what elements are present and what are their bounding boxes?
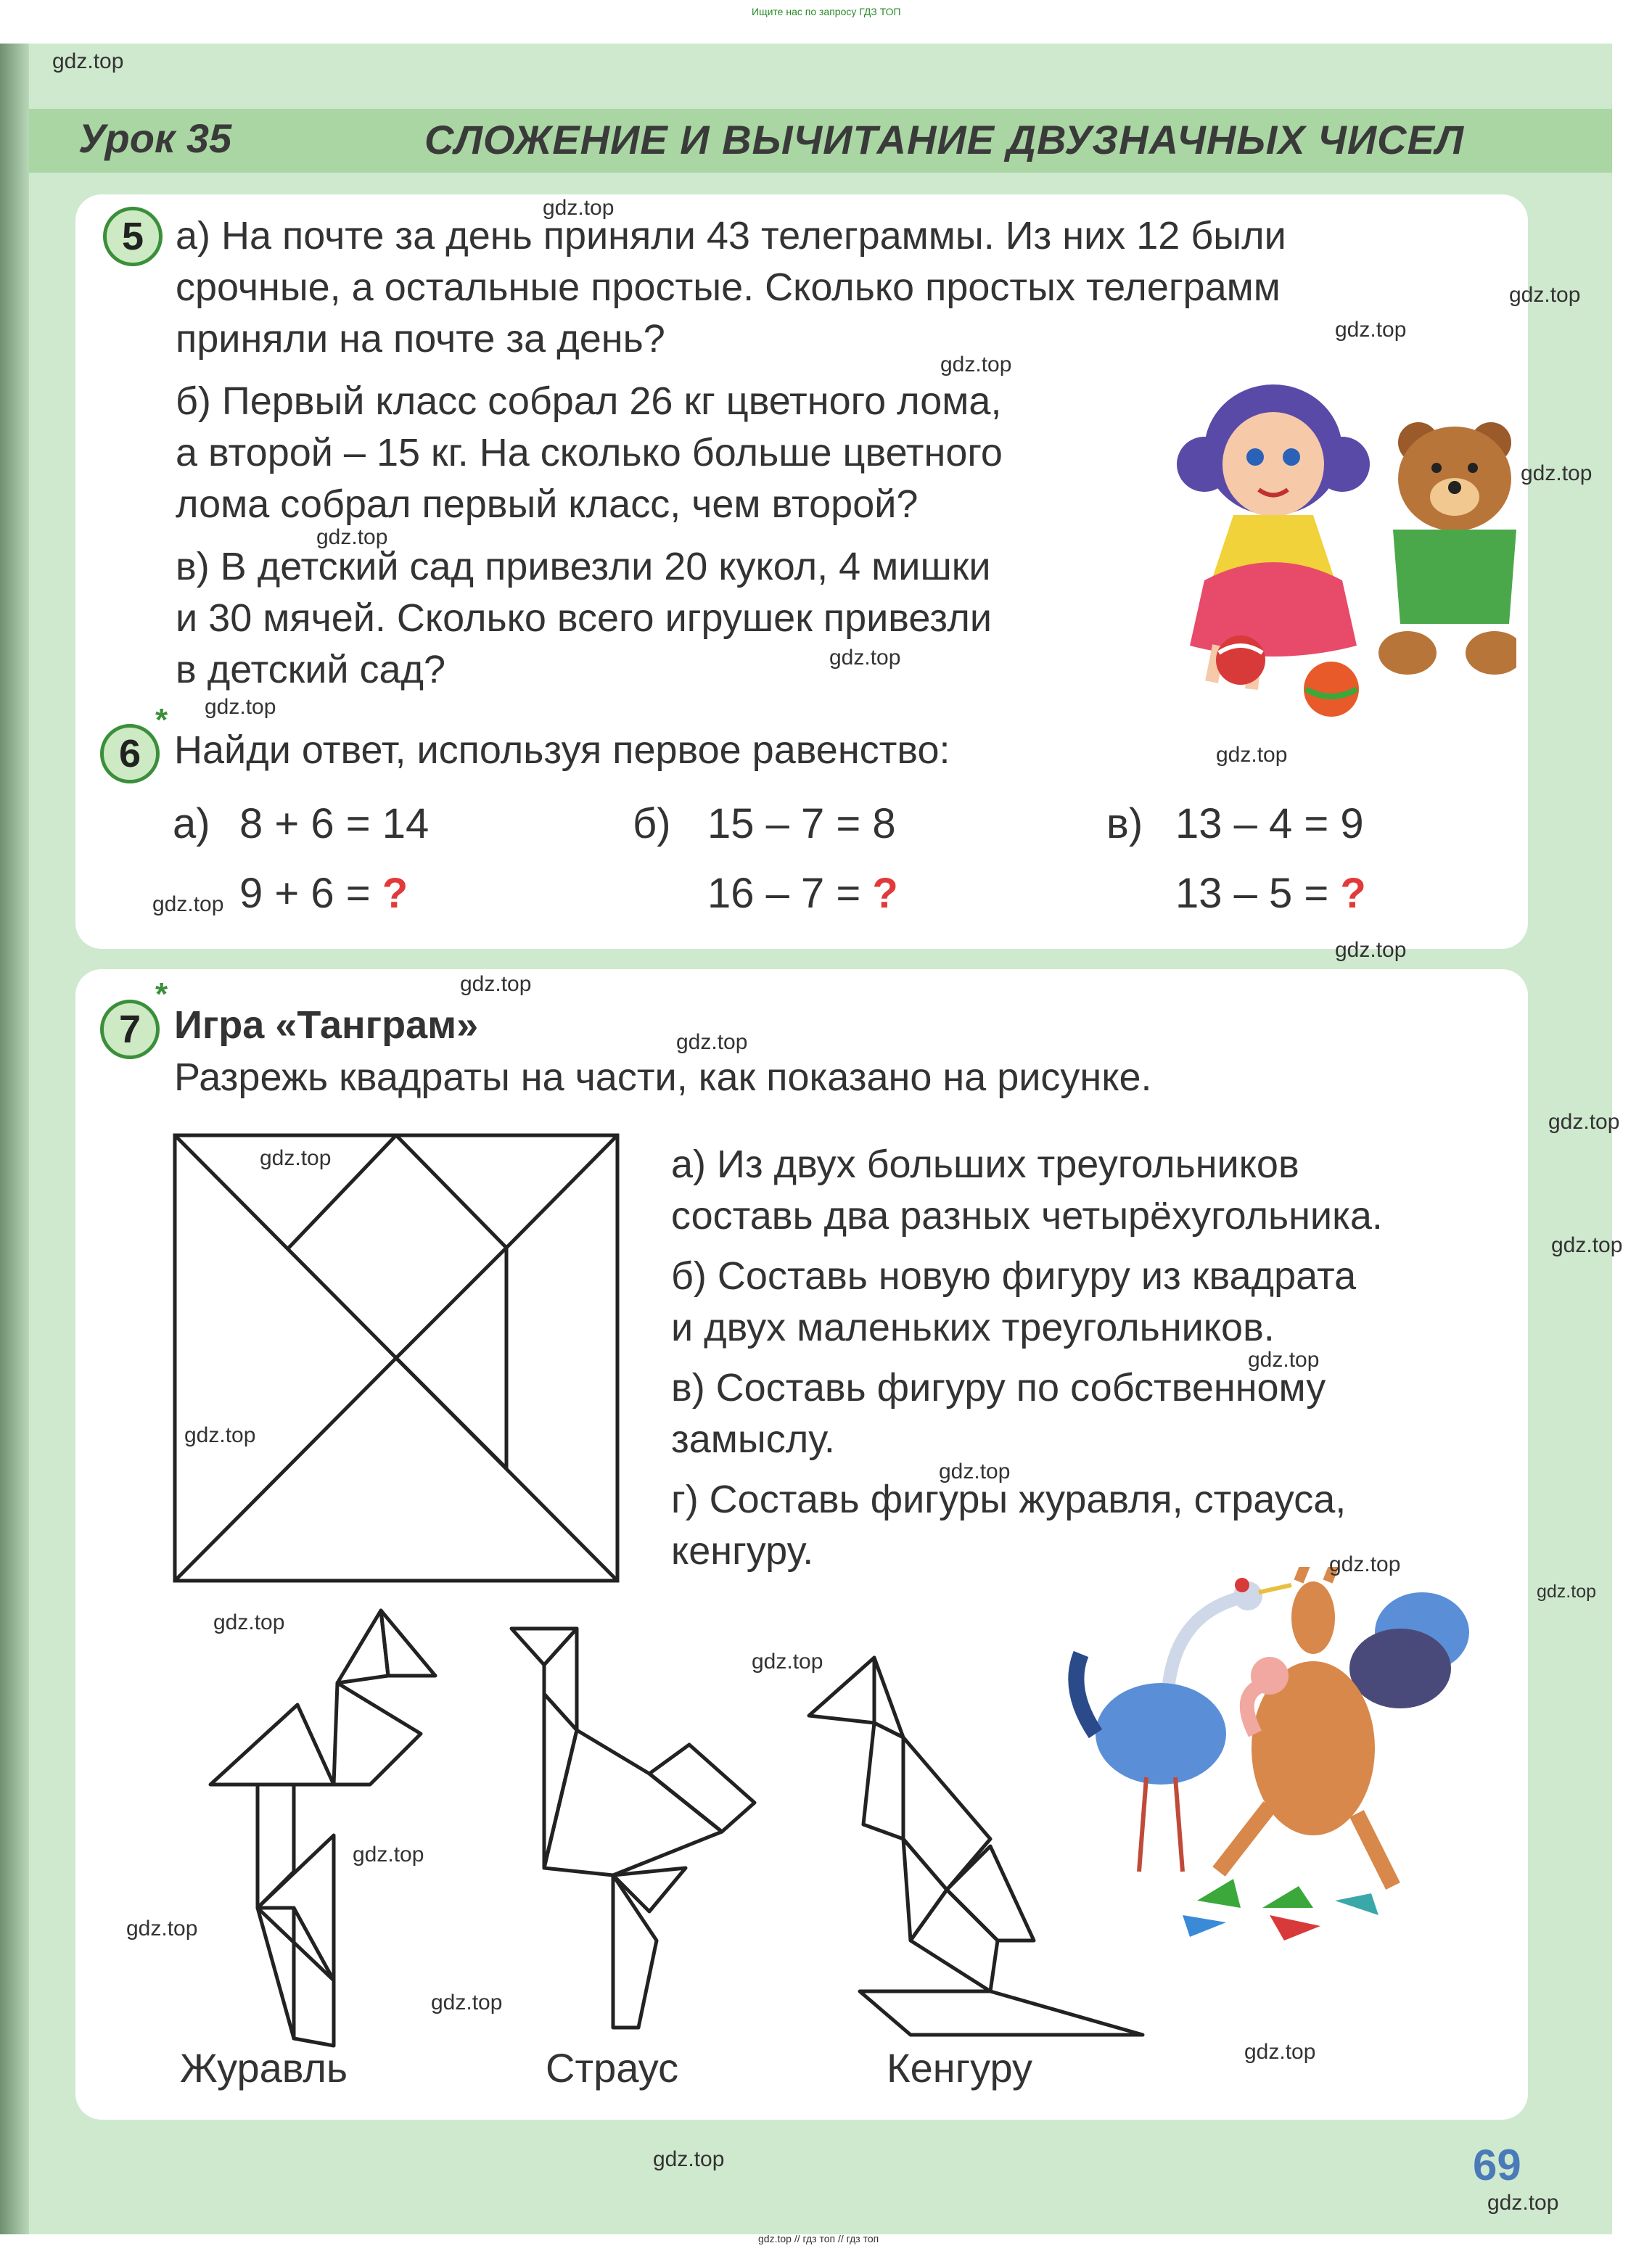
task-6b-label: б)	[633, 800, 671, 847]
watermark: gdz.top	[1244, 2040, 1316, 2064]
watermark: gdz.top	[1551, 1233, 1623, 1257]
watermark: gdz.top	[829, 646, 901, 670]
watermark: gdz.top	[543, 196, 615, 220]
lesson-topic: СЛОЖЕНИЕ И ВЫЧИТАНИЕ ДВУЗНАЧНЫХ ЧИСЕЛ	[424, 117, 1465, 162]
task-7-line-5: в) Составь фигуру по собственному	[671, 1366, 1326, 1410]
lesson-number: Урок 35	[78, 115, 232, 161]
tangram-square	[173, 1133, 620, 1583]
label-kangaroo: Кенгуру	[887, 2045, 1033, 2091]
task-6-prompt: Найди ответ, используя первое равенство:	[174, 728, 950, 772]
task-7-line-1: а) Из двух больших треугольников	[671, 1143, 1299, 1186]
task-6b-eq1: 15 – 7 = 8	[707, 800, 896, 847]
task-7-line-3: б) Составь новую фигуру из квадрата	[671, 1254, 1357, 1298]
watermark: gdz.top	[939, 1460, 1011, 1483]
question-mark: ?	[1340, 870, 1366, 917]
watermark: gdz.top	[260, 1146, 332, 1170]
doll-and-bear-illustration	[1175, 363, 1516, 725]
task-5-badge: 5	[103, 207, 163, 266]
task-6c-label: в)	[1106, 800, 1143, 847]
task-6-badge: 6	[100, 724, 160, 783]
tangram-ostrich	[504, 1621, 765, 2035]
task-7-title: Игра «Танграм»	[174, 1003, 479, 1047]
watermark: gdz.top	[1335, 938, 1407, 962]
watermark: gdz.top	[52, 49, 124, 73]
watermark: gdz.top	[152, 892, 224, 916]
watermark: gdz.top	[1487, 2191, 1559, 2215]
task-5b-line-2: а второй – 15 кг. На сколько больше цветного	[176, 431, 1003, 474]
task-7-subtitle: Разрежь квадраты на части, как показано на рисунке.	[174, 1055, 1152, 1099]
watermark: gdz.top	[1248, 1348, 1320, 1372]
task-5b-line-1: б) Первый класс собрал 26 кг цветного лома,	[176, 379, 1002, 423]
task-7-line-7: г) Составь фигуры журавля, страуса,	[671, 1478, 1347, 1521]
watermark: gdz.top	[1509, 283, 1581, 307]
task-5a-line-3: приняли на почте за день?	[176, 317, 665, 361]
watermark: gdz.top	[1537, 1581, 1597, 1602]
watermark: gdz.top	[752, 1650, 823, 1674]
task-5a-line-2: срочные, а остальные простые. Сколько простых телеграмм	[176, 266, 1281, 309]
task-7-line-4: и двух маленьких треугольников.	[671, 1306, 1275, 1349]
tangram-crane	[203, 1603, 443, 2053]
watermark: gdz.top	[213, 1610, 285, 1634]
label-crane: Журавль	[180, 2045, 348, 2091]
watermark: gdz.top	[431, 1991, 503, 2015]
task-5c-line-1: в) В детский сад привезли 20 кукол, 4 мишки	[176, 545, 991, 588]
watermark: gdz.top	[205, 695, 276, 719]
question-mark: ?	[382, 870, 408, 917]
task-7-star: *	[155, 976, 168, 1012]
task-7-line-2: составь два разных четырёхугольника.	[671, 1194, 1383, 1238]
task-6-star: *	[155, 702, 168, 738]
task-7-line-6: замыслу.	[671, 1417, 835, 1461]
watermark: gdz.top	[460, 972, 532, 996]
task-7-line-8: кенгуру.	[671, 1529, 814, 1573]
watermark: gdz.top	[353, 1843, 424, 1867]
task-5c-line-3: в детский сад?	[176, 648, 446, 691]
watermark: gdz.top	[1521, 461, 1593, 485]
label-ostrich: Страус	[546, 2045, 679, 2091]
task-7-badge: 7	[100, 1000, 160, 1059]
task-5a-line-1: а) На почте за день приняли 43 телеграммы. Из них 12 были	[176, 214, 1286, 258]
task-5c-line-2: и 30 мячей. Сколько всего игрушек привезли	[176, 596, 993, 640]
watermark: gdz.top	[1335, 318, 1407, 342]
task-6c-eq1: 13 – 4 = 9	[1175, 800, 1364, 847]
watermark: gdz.top	[653, 2147, 725, 2171]
question-mark: ?	[872, 870, 898, 917]
watermark: gdz.top	[184, 1423, 256, 1447]
watermark: gdz.top	[940, 353, 1012, 376]
watermark: gdz.top	[126, 1917, 198, 1941]
animals-illustration	[1052, 1567, 1487, 1951]
watermark: gdz.top	[316, 525, 388, 549]
watermark: gdz.top	[676, 1030, 748, 1054]
bottom-note: gdz.top // гдз топ // гдз топ	[758, 2233, 879, 2244]
task-5b-line-3: лома собрал первый класс, чем второй?	[176, 482, 919, 526]
task-6c-eq2: 13 – 5 = ?	[1175, 870, 1366, 917]
watermark: gdz.top	[1329, 1552, 1401, 1576]
top-note: Ищите нас по запросу ГДЗ ТОП	[752, 6, 901, 17]
watermark: gdz.top	[1548, 1110, 1620, 1134]
task-6a-eq2: 9 + 6 = ?	[239, 870, 408, 917]
watermark: gdz.top	[1216, 743, 1288, 767]
task-6a-label: а)	[173, 800, 210, 847]
task-6b-eq2: 16 – 7 = ?	[707, 870, 898, 917]
book-spine	[0, 44, 29, 2234]
task-6a-eq1: 8 + 6 = 14	[239, 800, 430, 847]
page-number: 69	[1473, 2141, 1521, 2189]
